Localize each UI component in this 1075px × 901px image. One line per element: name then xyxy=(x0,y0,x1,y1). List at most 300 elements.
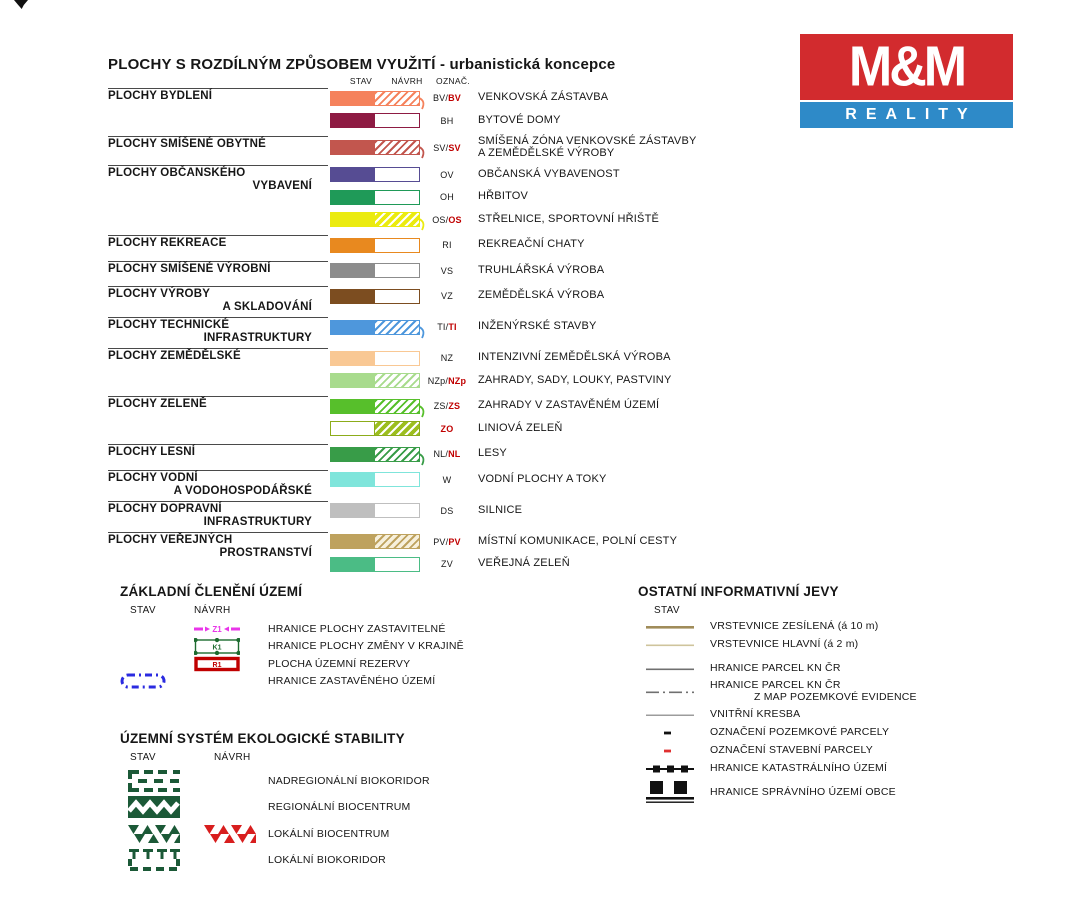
symbol-cell xyxy=(638,622,710,632)
code-stav: OS xyxy=(432,214,446,225)
category-label-line: A SKLADOVÁNÍ xyxy=(222,301,312,313)
k1-boundary-icon xyxy=(194,638,240,655)
legend-row xyxy=(330,261,604,281)
usage-swatch xyxy=(330,421,420,436)
code-navrh: BV xyxy=(448,93,461,103)
swatch-navrh xyxy=(375,352,419,365)
legend-row xyxy=(330,371,671,391)
category-label xyxy=(108,317,328,345)
description-line: SMÍŠENÁ ZÓNA VENKOVSKÉ ZÁSTAVBY xyxy=(478,135,697,147)
basic-territory-rows xyxy=(120,620,464,690)
code-stav: DS xyxy=(440,505,454,516)
swatch-stav xyxy=(331,239,375,252)
line-solid-gray-icon xyxy=(646,664,694,674)
category-label-line: PLOCHY ZEMĚDĚLSKÉ xyxy=(108,350,241,362)
legend-row xyxy=(330,165,659,185)
row-label xyxy=(710,621,878,633)
category-label xyxy=(108,88,328,133)
swatch-navrh xyxy=(375,168,419,181)
code-stav: VZ xyxy=(441,291,453,301)
cadastral-boundary-icon xyxy=(646,762,694,776)
lok-biokoridor-icon xyxy=(128,849,180,871)
code-label xyxy=(423,506,471,516)
row-label xyxy=(710,745,873,757)
row-description xyxy=(478,239,585,251)
corner-artifact-icon xyxy=(14,0,28,9)
basic-territory-row xyxy=(120,620,464,638)
row-label-line: HRANICE PARCEL KN ČR xyxy=(710,679,841,691)
col-header-stav: STAV xyxy=(349,76,373,86)
tick-red-icon xyxy=(646,746,694,756)
swatch-navrh xyxy=(375,504,419,517)
stav-cell xyxy=(120,673,194,689)
row-description xyxy=(478,375,671,387)
code-navrh: NZp xyxy=(448,375,467,386)
code-navrh: PV xyxy=(448,536,461,547)
code-label xyxy=(423,449,471,459)
legend-row xyxy=(330,470,607,490)
category-rows xyxy=(330,532,677,577)
svg-text:K1: K1 xyxy=(212,644,222,652)
logo-reality-text: REALITY xyxy=(845,106,977,123)
code-stav: TI xyxy=(437,322,446,332)
code-label xyxy=(423,401,471,411)
line-light-gray-icon xyxy=(646,710,694,720)
r1-reserve-icon xyxy=(194,656,240,672)
usage-categories xyxy=(108,88,808,577)
other-informative-columns xyxy=(654,605,917,616)
legend-row xyxy=(330,286,604,306)
usage-swatch xyxy=(330,557,420,572)
category-rows xyxy=(330,286,604,314)
row-label: HRANICE PLOCHY ZMĚNY V KRAJINĚ xyxy=(268,640,464,653)
svg-text:Z1: Z1 xyxy=(212,624,222,634)
swatch-stav xyxy=(331,168,375,181)
row-description xyxy=(478,448,507,460)
usage-swatch xyxy=(330,263,420,278)
category-label-line: PLOCHY SMÍŠENÉ OBYTNÉ xyxy=(108,138,266,150)
category-label xyxy=(108,165,328,233)
row-label xyxy=(710,680,917,703)
row-label: HRANICE PLOCHY ZASTAVITELNÉ xyxy=(268,622,446,635)
ecological-stability-columns xyxy=(130,752,430,763)
code-slash: / xyxy=(445,142,449,153)
description-line: SILNICE xyxy=(478,503,523,516)
description-line: STŘELNICE, SPORTOVNÍ HŘIŠTĚ xyxy=(478,212,660,225)
row-label: NADREGIONÁLNÍ BIOKORIDOR xyxy=(268,774,430,787)
ecological-stability-section xyxy=(120,731,430,875)
usage-category xyxy=(108,396,808,441)
legend-row xyxy=(330,210,659,230)
other-informative-row xyxy=(638,708,917,721)
symbol-cell xyxy=(638,664,710,674)
category-rows xyxy=(330,317,597,345)
row-description xyxy=(478,290,604,302)
row-description xyxy=(478,423,563,435)
description-line: VODNÍ PLOCHY A TOKY xyxy=(478,472,607,485)
description-line: VENKOVSKÁ ZÁSTAVBA xyxy=(478,91,609,104)
usage-swatch xyxy=(330,534,420,549)
code-navrh: SV xyxy=(448,142,461,153)
usage-swatch xyxy=(330,399,420,414)
category-rows xyxy=(330,501,522,529)
description-line: TRUHLÁŘSKÁ VÝROBA xyxy=(478,263,605,276)
swatch-stav xyxy=(331,213,375,226)
code-label xyxy=(423,376,471,386)
code-label xyxy=(423,322,471,332)
logo-red-box xyxy=(800,34,1013,100)
legend-row xyxy=(330,554,677,574)
lok-biocentrum-icon xyxy=(128,823,180,845)
navrh-cell xyxy=(194,656,268,672)
category-rows xyxy=(330,165,659,233)
swatch-navrh xyxy=(375,374,419,387)
code-stav: SV xyxy=(433,142,446,153)
swatch-navrh xyxy=(375,239,419,252)
description-line: VEŘEJNÁ ZELEŇ xyxy=(478,557,570,570)
row-label-line: OZNAČENÍ POZEMKOVÉ PARCELY xyxy=(710,725,890,738)
category-label-line: A VODOHOSPODÁŘSKÉ xyxy=(173,484,312,497)
code-label xyxy=(423,475,471,485)
legend-row xyxy=(330,419,659,439)
other-informative-row xyxy=(638,662,917,675)
category-label xyxy=(108,286,328,314)
col-header-stav: STAV xyxy=(654,605,680,616)
built-up-boundary-icon xyxy=(120,673,166,689)
category-label xyxy=(108,444,328,467)
line-thin-tan-icon xyxy=(646,640,694,650)
category-rows xyxy=(330,444,507,467)
ecological-stability-rows xyxy=(120,769,430,872)
legend-row xyxy=(330,501,522,521)
category-label-line: PLOCHY REKREACE xyxy=(108,237,227,249)
row-description xyxy=(478,558,570,570)
category-label xyxy=(108,501,328,529)
col-header-navrh: NÁVRH xyxy=(214,752,251,763)
usage-swatch xyxy=(330,140,420,155)
category-rows xyxy=(330,88,608,133)
usage-category xyxy=(108,235,808,258)
swatch-navrh xyxy=(375,400,419,413)
description-line: INŽENÝRSKÉ STAVBY xyxy=(478,320,597,333)
code-stav: NZ xyxy=(440,353,454,363)
other-informative-section xyxy=(638,584,917,809)
row-label xyxy=(710,709,800,721)
swatch-stav xyxy=(331,92,375,105)
code-label xyxy=(423,215,471,225)
category-label-line: PLOCHY SMÍŠENÉ VÝROBNÍ xyxy=(108,262,271,275)
stav-cell xyxy=(120,796,204,818)
code-slash: / xyxy=(445,375,449,386)
swatch-navrh xyxy=(375,213,419,226)
category-label xyxy=(108,348,328,393)
category-label-line: VYBAVENÍ xyxy=(252,179,312,192)
code-slash: / xyxy=(445,322,449,332)
code-slash: / xyxy=(445,93,449,103)
code-navrh: OS xyxy=(448,214,462,225)
category-label xyxy=(108,136,328,162)
code-label xyxy=(423,170,471,180)
navrh-cell xyxy=(194,621,268,637)
swatch-navrh xyxy=(375,141,419,154)
code-stav: OV xyxy=(440,169,454,180)
row-description xyxy=(478,474,607,486)
code-stav: OH xyxy=(440,192,454,202)
col-header-navrh: NÁVRH xyxy=(194,605,231,616)
symbol-cell xyxy=(638,728,710,738)
boundary-mark-icon xyxy=(418,146,427,159)
usage-swatch xyxy=(330,113,420,128)
swatch-stav xyxy=(331,558,375,571)
other-informative-row xyxy=(638,762,917,776)
stav-cell xyxy=(120,770,204,792)
swatch-navrh xyxy=(375,114,419,127)
code-stav: NZp xyxy=(427,375,446,386)
row-label xyxy=(710,763,887,775)
z1-boundary-icon xyxy=(194,621,240,637)
row-label-line: VRSTEVNICE HLAVNÍ (á 2 m) xyxy=(710,637,859,650)
usage-swatch xyxy=(330,320,420,335)
col-header-stav: STAV xyxy=(130,605,156,616)
usage-swatch xyxy=(330,351,420,366)
category-label-line: PLOCHY DOPRAVNÍ xyxy=(108,502,222,515)
code-label xyxy=(423,93,471,103)
code-slash: / xyxy=(445,214,449,225)
basic-territory-row xyxy=(120,638,464,656)
swatch-stav xyxy=(331,504,375,517)
category-rows xyxy=(330,136,697,162)
other-informative-row xyxy=(638,620,917,633)
usage-category xyxy=(108,444,808,467)
code-label xyxy=(423,559,471,569)
swatch-stav xyxy=(331,422,375,435)
usage-category xyxy=(108,470,808,498)
usage-legend-title: PLOCHY S ROZDÍLNÝM ZPŮSOBEM VYUŽITÍ - urbanistická koncepce xyxy=(108,56,616,73)
code-label xyxy=(423,240,471,250)
ecological-stability-title: ÚZEMNÍ SYSTÉM EKOLOGICKÉ STABILITY xyxy=(120,731,405,746)
description-line: A ZEMĚDĚLSKÉ VÝROBY xyxy=(478,146,615,159)
code-stav: VS xyxy=(440,265,454,276)
usage-category xyxy=(108,348,808,393)
other-informative-row xyxy=(638,781,917,804)
legend-row xyxy=(330,136,697,159)
usage-swatch xyxy=(330,212,420,227)
category-label-line: INFRASTRUKTURY xyxy=(203,332,312,344)
swatch-navrh xyxy=(375,191,419,204)
row-description xyxy=(478,265,604,277)
usage-swatch xyxy=(330,238,420,253)
symbol-cell xyxy=(638,687,710,697)
usage-swatch xyxy=(330,447,420,462)
legend-row xyxy=(330,187,659,207)
code-stav: W xyxy=(442,474,452,485)
category-label-line: PLOCHY VÝROBY xyxy=(108,288,211,300)
basic-territory-columns xyxy=(130,605,464,616)
col-header-navrh: NÁVRH xyxy=(391,76,423,86)
category-rows xyxy=(330,261,604,284)
row-description xyxy=(478,321,597,333)
row-label: HRANICE ZASTAVĚNÉHO ÚZEMÍ xyxy=(268,675,436,688)
row-description xyxy=(478,536,677,548)
svg-text:R1: R1 xyxy=(212,661,222,669)
symbol-cell xyxy=(638,781,710,804)
swatch-stav xyxy=(331,352,375,365)
category-label xyxy=(108,396,328,441)
row-label: PLOCHA ÚZEMNÍ REZERVY xyxy=(268,657,411,670)
swatch-stav xyxy=(331,290,375,303)
other-informative-title: OSTATNÍ INFORMATIVNÍ JEVY xyxy=(638,584,839,599)
category-label xyxy=(108,261,328,284)
swatch-navrh xyxy=(375,290,419,303)
row-label xyxy=(710,787,896,799)
logo-blue-bar xyxy=(800,102,1013,128)
row-label-line: OZNAČENÍ STAVEBNÍ PARCELY xyxy=(710,743,873,756)
code-slash: / xyxy=(445,401,449,411)
code-navrh: NL xyxy=(448,449,461,459)
description-line: ZEMĚDĚLSKÁ VÝROBA xyxy=(478,289,605,302)
swatch-stav xyxy=(331,264,375,277)
category-rows xyxy=(330,396,659,441)
basic-territory-row xyxy=(120,673,464,691)
category-label-line: PLOCHY LESNÍ xyxy=(108,446,196,458)
description-line: LINIOVÁ ZELEŇ xyxy=(478,421,563,434)
legend-row xyxy=(330,317,597,337)
col-header-stav: STAV xyxy=(130,752,156,763)
category-rows xyxy=(330,470,607,498)
navrh-cell xyxy=(194,638,268,655)
legend-row xyxy=(330,444,507,464)
swatch-stav xyxy=(331,448,375,461)
other-informative-row xyxy=(638,638,917,651)
line-thick-tan-icon xyxy=(646,622,694,632)
ecological-row xyxy=(120,796,430,819)
other-informative-rows xyxy=(638,620,917,804)
other-informative-row xyxy=(638,726,917,739)
usage-swatch xyxy=(330,373,420,388)
usage-category xyxy=(108,532,808,577)
boundary-mark-icon xyxy=(418,453,427,466)
description-line: MÍSTNÍ KOMUNIKACE, POLNÍ CESTY xyxy=(478,534,678,547)
boundary-mark-icon xyxy=(418,218,427,231)
swatch-navrh xyxy=(375,92,419,105)
usage-swatch xyxy=(330,190,420,205)
row-label xyxy=(710,639,858,651)
row-description xyxy=(478,169,620,181)
usage-category xyxy=(108,286,808,314)
row-description xyxy=(478,115,561,127)
basic-territory-section xyxy=(120,584,464,690)
row-description xyxy=(478,191,528,203)
boundary-mark-icon xyxy=(418,405,427,418)
code-slash: / xyxy=(445,536,449,547)
category-rows xyxy=(330,235,585,258)
row-label-line: HRANICE PARCEL KN ČR xyxy=(710,661,841,674)
code-label xyxy=(423,537,471,547)
code-stav: BV xyxy=(432,93,446,103)
stav-cell xyxy=(120,849,204,871)
usage-category xyxy=(108,165,808,233)
boundary-mark-icon xyxy=(418,326,427,339)
usage-category xyxy=(108,317,808,345)
swatch-navrh xyxy=(375,473,419,486)
legend-row xyxy=(330,348,671,368)
description-line: INTENZIVNÍ ZEMĚDĚLSKÁ VÝROBA xyxy=(478,351,671,364)
code-label xyxy=(423,266,471,276)
swatch-navrh xyxy=(375,264,419,277)
logo-mm-text: M&M xyxy=(848,35,965,99)
boundary-mark-icon xyxy=(418,97,427,110)
municipal-boundary-icon xyxy=(646,781,694,804)
legend-row xyxy=(330,532,677,552)
code-navrh: TI xyxy=(448,322,457,332)
symbol-cell xyxy=(638,640,710,650)
swatch-stav xyxy=(331,191,375,204)
code-label xyxy=(423,424,471,434)
row-label xyxy=(710,727,889,739)
row-description xyxy=(478,505,522,517)
row-label-line: VRSTEVNICE ZESÍLENÁ (á 10 m) xyxy=(710,619,879,632)
swatch-stav xyxy=(331,114,375,127)
category-label xyxy=(108,532,328,577)
usage-swatch xyxy=(330,289,420,304)
usage-category xyxy=(108,88,808,133)
code-stav: BH xyxy=(440,115,454,126)
swatch-navrh xyxy=(375,535,419,548)
reg-biocentrum-icon xyxy=(128,796,180,818)
ecological-row xyxy=(120,769,430,792)
description-line: HŘBITOV xyxy=(478,190,529,203)
swatch-stav xyxy=(331,141,375,154)
swatch-stav xyxy=(331,321,375,334)
usage-swatch xyxy=(330,472,420,487)
category-label-line: PROSTRANSTVÍ xyxy=(219,546,312,559)
code-label xyxy=(423,143,471,153)
usage-category xyxy=(108,136,808,162)
code-label xyxy=(423,353,471,363)
code-slash: / xyxy=(445,449,449,459)
basic-territory-row xyxy=(120,655,464,673)
ecological-row xyxy=(120,849,430,872)
navrh-cell xyxy=(204,823,268,845)
legend-row xyxy=(330,235,585,255)
code-navrh: ZS xyxy=(448,401,461,411)
row-label-line: Z MAP POZEMKOVÉ EVIDENCE xyxy=(754,690,917,703)
legend-row xyxy=(330,111,608,131)
line-dashdot-gray-icon xyxy=(646,687,694,697)
stav-cell xyxy=(120,823,204,845)
category-label-line: PLOCHY OBČANSKÉHO xyxy=(108,166,246,179)
description-line: OBČANSKÁ VYBAVENOST xyxy=(478,167,620,180)
code-label xyxy=(423,116,471,126)
swatch-stav xyxy=(331,535,375,548)
code-stav: RI xyxy=(442,240,452,250)
description-line: BYTOVÉ DOMY xyxy=(478,113,561,126)
code-label xyxy=(423,192,471,202)
category-label xyxy=(108,470,328,498)
symbol-cell xyxy=(638,762,710,776)
lok-biocentrum-icon xyxy=(204,823,256,845)
mm-reality-logo xyxy=(800,34,1013,128)
tick-black-icon xyxy=(646,728,694,738)
other-informative-row xyxy=(638,680,917,703)
symbol-cell xyxy=(638,710,710,720)
row-description xyxy=(478,136,697,159)
code-stav: NL xyxy=(433,449,446,459)
row-label-line: VNITŘNÍ KRESBA xyxy=(710,707,801,720)
category-label-line: PLOCHY VEŘEJNÝCH xyxy=(108,533,233,546)
row-description xyxy=(478,352,671,364)
usage-swatch xyxy=(330,167,420,182)
